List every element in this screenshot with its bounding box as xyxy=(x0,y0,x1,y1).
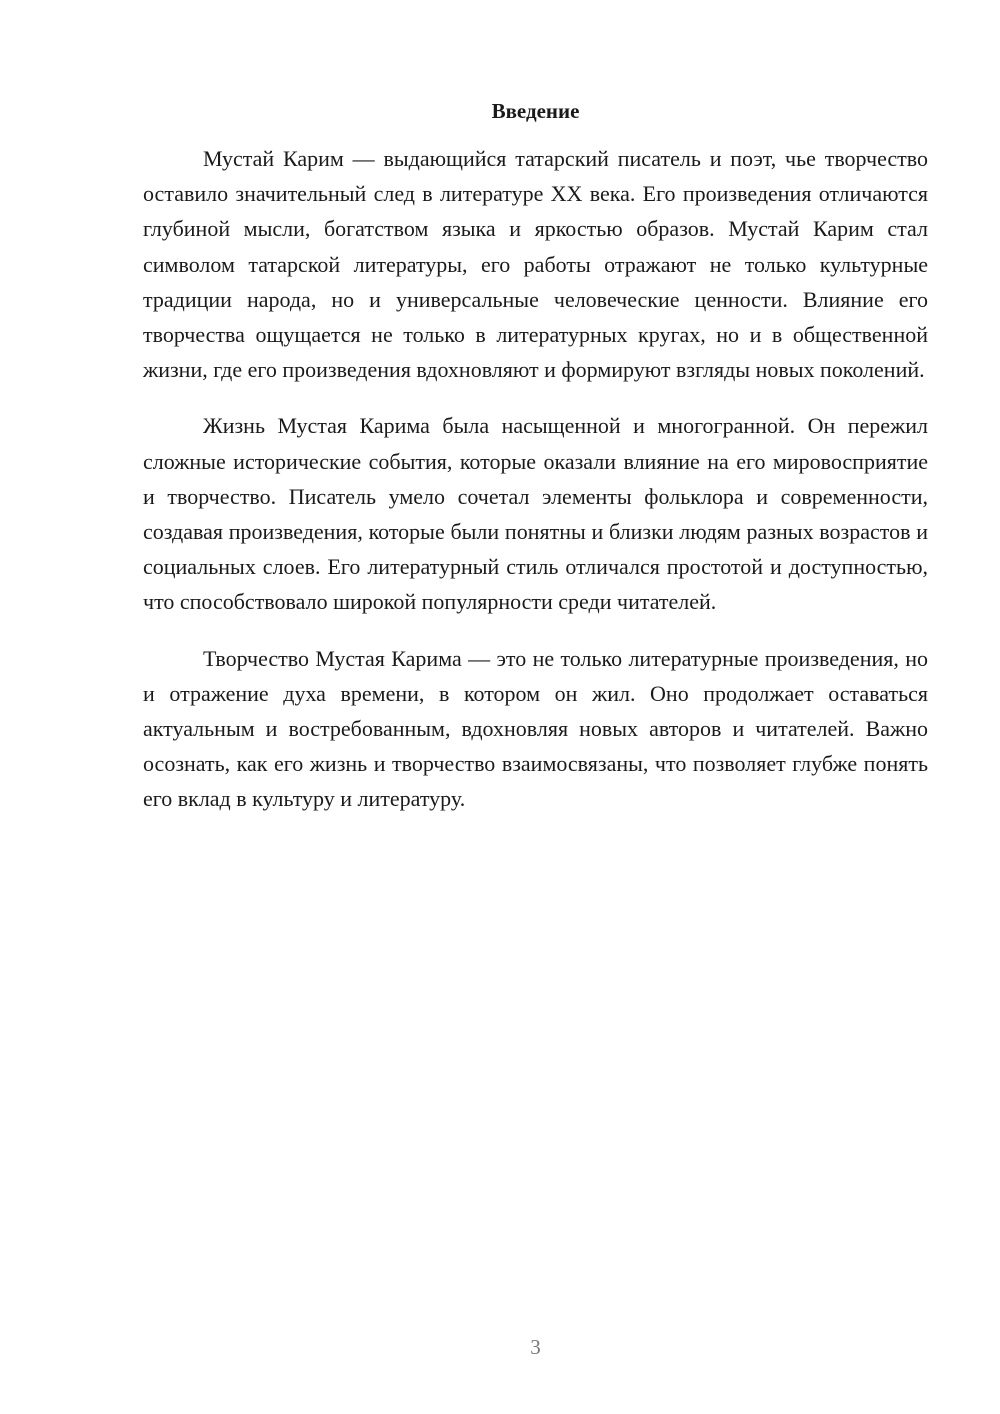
section-heading: Введение xyxy=(491,99,580,123)
body-text xyxy=(143,141,928,838)
paragraph-2: Жизнь Мустая Карима была насыщенной и многогранной. Он пережил сложные исторические события, которые оказали влияние на его мировосприятие и творчество. Писатель умело сочетал элементы фольклора и современности, создавая произведения, которые были понятны и близки людям разных возрастов и социальных слоев. Его литературный стиль отличался простотой и доступностью, что способствовало широкой популярности среди читателей. xyxy=(143,413,928,615)
page-number: 3 xyxy=(530,1335,541,1359)
paragraph-3: Творчество Мустая Карима — это не только литературные произведения, но и отражение духа времени, в котором он жил. Оно продолжает оставаться актуальным и востребованным, вдохновляя новых авторов и читателей. Важно осознать, как его жизнь и творчество взаимосвязаны, что позволяет глубже понять его вклад в культуру и литературу. xyxy=(143,645,928,812)
paragraph-1: Мустай Карим — выдающийся татарский писатель и поэт, чье творчество оставило значительный след в литературе XX века. Его произведения отличаются глубиной мысли, богатством языка и яркостью образов. Мустай Карим стал символом татарской литературы, его работы отражают не только культурные традиции народа, но и универсальные человеческие ценности. Влияние его творчества ощущается не только в литературных кругах, но и в общественной жизни, где его произведения вдохновляют и формируют взгляды новых поколений. xyxy=(143,146,928,383)
